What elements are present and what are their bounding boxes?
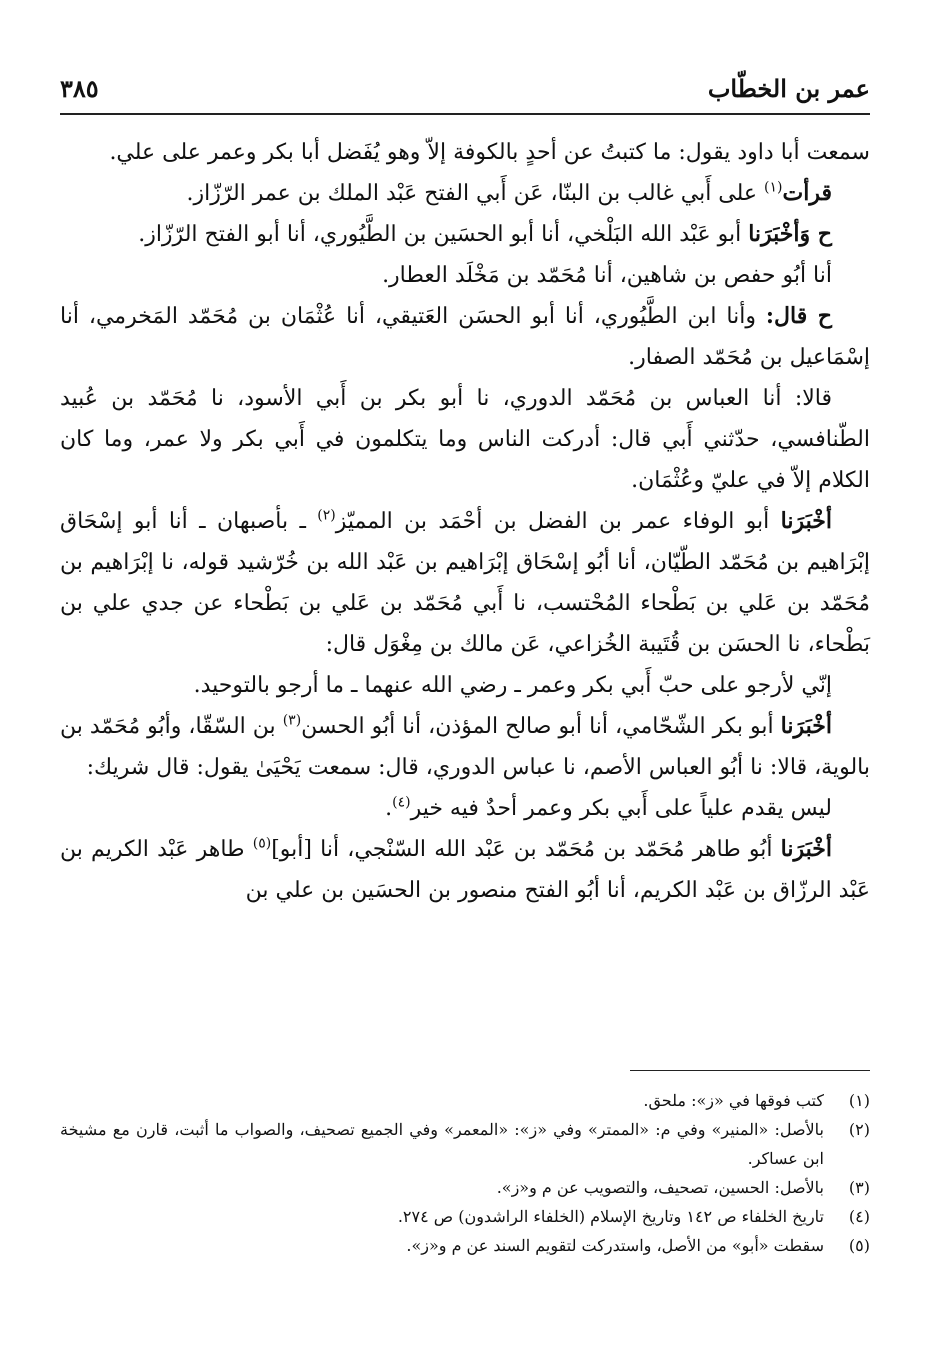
footnote-item — [60, 1202, 870, 1231]
footnote-ref: (٣) — [282, 712, 302, 729]
paragraph-text: ليس يقدم علياً على أَبي بكر وعمر أحدٌ فيه خير — [410, 796, 832, 821]
page-header — [60, 70, 870, 110]
footnote-item — [60, 1086, 870, 1115]
paragraph-text: سمعت أبا داود يقول: ما كتبتُ عن أحدٍ بالكوفة إلاّ وهو يُفَضل أبا بكر وعمر على علي. — [109, 140, 870, 165]
footnote-item — [60, 1115, 870, 1173]
page-number: ٣٨٥ — [60, 74, 99, 103]
paragraph-text-cont: . — [385, 796, 393, 821]
paragraph-1 — [60, 132, 870, 173]
footnote-separator — [630, 1070, 870, 1071]
paragraph-lead: قرأت — [782, 180, 832, 206]
paragraph-11 — [60, 829, 870, 911]
paragraph-text-cont: ـ بأصبهان ـ أنا أبو إسْحَاق إبْرَاهيم بن مُحَمّد الطّيّان، أنا أبُو إسْحَاق إبْرَاهيم بن عَبْد الله بن خُرّشيد قوله، نا إبْرَاهيم بن مُحَمّد بن عَلي بن بَطْحاء المُحْتسب، نا أَبي مُحَمّد بن عَلي بن بَطْحاء عن جدي علي بن بَطْحاء، نا الحسَن بن قُتَيبة الخُزاعي، عَن مالك بن مِغْوَل قال: — [60, 509, 870, 657]
paragraph-7 — [60, 501, 870, 665]
paragraph-2 — [60, 173, 870, 214]
paragraph-text: على أَبي غالب بن البنّا، عَن أَبي الفتح عَبْد الملك بن عمر الرّزّاز. — [186, 181, 765, 206]
paragraph-lead: ح وَأخْبَرَنا — [748, 221, 832, 247]
paragraph-8 — [60, 665, 870, 706]
paragraph-5 — [60, 296, 870, 378]
footnote-item — [60, 1173, 870, 1202]
footnote-number: (٥) — [848, 1236, 870, 1255]
footnote-text: بالأصل: الحسين، تصحيف، والتصويب عن م و«ز». — [496, 1178, 824, 1197]
paragraph-text: وأنا ابن الطَّيُوري، أنا أبو الحسَن العَتيقي، أنا عُثْمَان بن مُحَمّد المَخرمي، أنا إسْمَاعيل بن مُحَمّد الصفار. — [60, 304, 870, 370]
footnote-text: سقطت «أبو» من الأصل، واستدركت لتقويم السند عن م و«ز». — [406, 1236, 824, 1255]
paragraph-text: أبُو طاهر مُحَمّد بن مُحَمّد بن عَبْد الله السّنْجي، أنا [أبو] — [271, 837, 781, 862]
footnote-text: تاريخ الخلفاء ص ١٤٢ وتاريخ الإسلام (الخلفاء الراشدون) ص ٢٧٤. — [397, 1207, 824, 1226]
paragraph-lead: أخْبَرَنا — [780, 836, 832, 862]
paragraph-lead: أخْبَرَنا — [780, 508, 832, 534]
paragraph-text-cont: بن السّقّا، وأبُو مُحَمّد بن بالوية، قالا: نا أبُو العباس الأصم، نا عباس الدوري، قال: سمعت يَحْيَىٰ يقول: قال شريك: — [60, 714, 870, 780]
footnote-number: (٣) — [848, 1178, 870, 1197]
footnote-number: (٢) — [848, 1120, 870, 1139]
paragraph-3 — [60, 214, 870, 255]
paragraph-9 — [60, 706, 870, 788]
paragraph-lead: أخْبَرَنا — [780, 713, 832, 739]
header-rule — [60, 113, 870, 115]
footnote-ref: (٤) — [392, 794, 411, 811]
paragraph-4 — [60, 255, 870, 296]
paragraph-10 — [60, 788, 870, 829]
paragraph-text: أبو الوفاء عمر بن الفضل بن أحْمَد بن المميّز — [335, 509, 781, 534]
footnote-item — [60, 1231, 870, 1260]
footnote-number: (١) — [848, 1091, 870, 1110]
footnote-ref: (٢) — [317, 507, 336, 524]
running-title: عمر بن الخطّاب — [707, 74, 870, 103]
paragraph-text-cont: طاهر عَبْد الكريم بن عَبْد الرزّاق بن عَبْد الكريم، أنا أبُو الفتح منصور بن الحسَين بن علي بن — [60, 837, 870, 903]
paragraph-6 — [60, 378, 870, 501]
footnote-text: كتب فوقها في «ز»: ملحق. — [643, 1091, 824, 1110]
footnote-number: (٤) — [848, 1207, 870, 1226]
footnotes — [60, 1086, 870, 1260]
paragraph-lead: ح قال: — [765, 303, 832, 329]
footnote-ref: (٥) — [252, 835, 272, 852]
paragraph-text: أبو عَبْد الله البَلْخي، أنا أبو الحسَين بن الطَّيُوري، أنا أبو الفتح الرّزّاز. — [138, 222, 749, 247]
paragraph-text: إنّي لأرجو على حبّ أَبي بكر وعمر ـ رضي الله عنهما ـ ما أرجو بالتوحيد. — [193, 673, 832, 698]
footnote-text: بالأصل: «المنير» وفي م: «الممتر» وفي «ز»: «المعمر» وفي الجميع تصحيف، والصواب ما أثبت، قارن مع مشيخة ابن عساكر. — [60, 1120, 824, 1168]
paragraph-text: أبو بكر الشّحّامي، أنا أبو صالح المؤذن، أنا أبُو الحسن — [301, 714, 781, 739]
footnote-ref: (١) — [764, 179, 783, 196]
paragraph-text: أنا أبُو حفص بن شاهين، أنا مُحَمّد بن مَخْلَد العطار. — [382, 263, 832, 288]
main-text — [60, 132, 870, 911]
paragraph-text: قالا: أنا العباس بن مُحَمّد الدوري، نا أبو بكر بن أَبي الأسود، نا مُحَمّد بن عُبيد الطّنافسي، حدّثني أَبي قال: أدركت الناس وما يتكلمون في أَبي بكر ولا عمر، وما كان الكلام إلاّ في عليّ وعُثْمَان. — [60, 386, 870, 493]
